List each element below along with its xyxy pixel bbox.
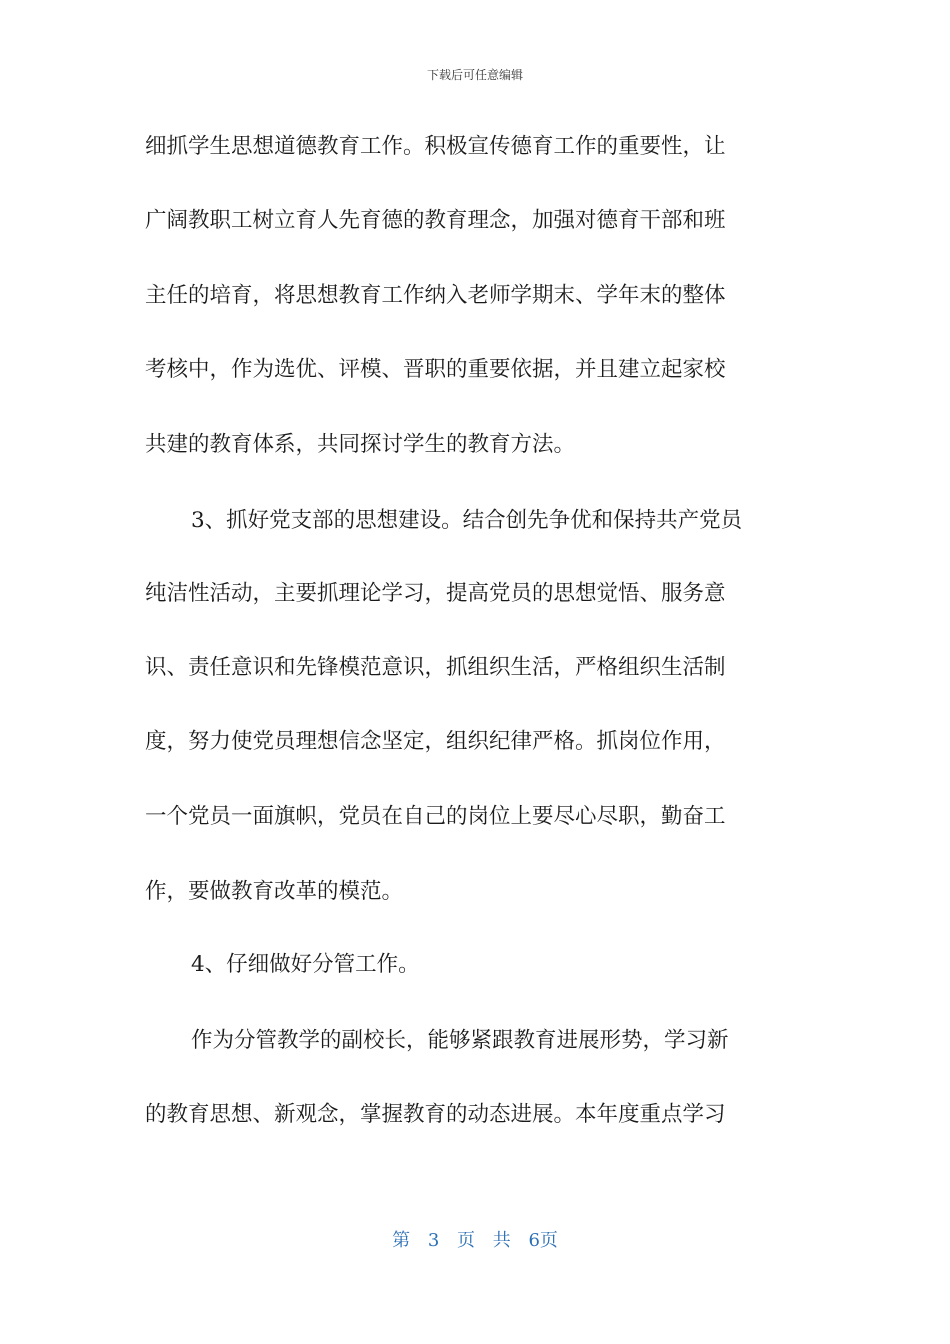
- text-line: 考核中，作为选优、评模、晋职的重要依据，并且建立起家校: [145, 357, 726, 382]
- text-line: 度，努力使党员理想信念坚定，组织纪律严格。抓岗位作用，: [145, 729, 726, 754]
- page-header: 下载后可任意编辑: [426, 68, 523, 82]
- total-pages: 6页: [528, 1230, 558, 1251]
- text-line: 纯洁性活动，主要抓理论学习，提高党员的思想觉悟、服务意: [145, 581, 726, 606]
- text-line: 的教育思想、新观念，掌握教育的动态进展。本年度重点学习: [145, 1102, 726, 1127]
- total-label: 共: [492, 1230, 511, 1251]
- text-line: 细抓学生思想道德教育工作。积极宣传德育工作的重要性，让: [145, 134, 726, 159]
- text-line: 主任的培育，将思想教育工作纳入老师学期末、学年末的整体: [145, 283, 726, 308]
- current-page-number: 3: [427, 1230, 440, 1251]
- text-line: 作，要做教育改革的模范。: [145, 879, 404, 904]
- text-line: 广阔教职工树立育人先育德的教育理念，加强对德育干部和班: [145, 208, 726, 233]
- page-label-suffix: 页: [457, 1230, 475, 1251]
- text-line: 作为分管教学的副校长，能够紧跟教育进展形势，学习新: [191, 1028, 729, 1053]
- page-footer: [0, 1226, 950, 1252]
- page-label-prefix: 第: [392, 1230, 411, 1251]
- text-line: 3、抓好党支部的思想建设。结合创先争优和保持共产党员: [191, 508, 743, 533]
- text-line: 识、责任意识和先锋模范意识，抓组织生活，严格组织生活制: [145, 655, 726, 680]
- text-line: 一个党员一面旗帜，党员在自己的岗位上要尽心尽职，勤奋工: [145, 804, 726, 829]
- text-line: 共建的教育体系，共同探讨学生的教育方法。: [145, 432, 576, 457]
- text-line: 4、仔细做好分管工作。: [191, 952, 420, 977]
